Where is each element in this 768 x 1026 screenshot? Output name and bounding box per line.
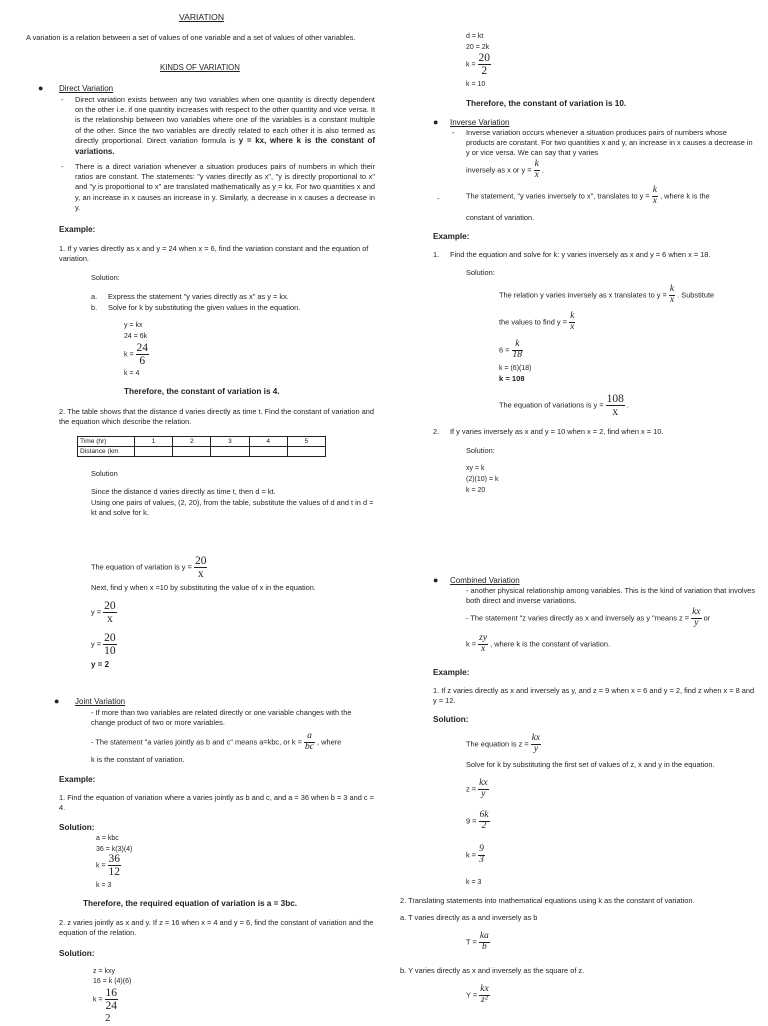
bullet-icon: ● [433, 117, 439, 127]
denominator: x [570, 321, 575, 332]
conclusion-text: Therefore, the required equation of variation is a = 3bc. [83, 899, 298, 908]
eq-prefix: k = [466, 61, 476, 69]
eq-suffix: , where k is the [660, 191, 710, 201]
denominator: bc [304, 741, 314, 752]
denominator: y [481, 788, 486, 799]
work-line: k = 3 [96, 882, 112, 889]
eq-prefix: The equation is z = [466, 739, 529, 749]
fraction-equation [466, 932, 490, 953]
direct-paragraph-2: There is a direct variation whenever a situation produces pairs of numbers in which their ratios are constant. The statements: "y varies directly as x", "y is directly proportional to x" and "y is proportional to x" are translated mathematically as y = kx. For two quantities x and y, an increase in x causes an increase in y. Similarly, a decrease in x causes a decrease in y. [75, 162, 375, 212]
eq-prefix: 6 = [499, 345, 510, 355]
direct-example-1: 1. If y varies directly as x and y = 24 when x = 6, find the variation constant and the equation of variation. [59, 244, 369, 264]
fraction-equation [466, 160, 544, 181]
denominator: 2 [481, 65, 488, 78]
combined-example-1: 1. If z varies directly as x and inversely as y, and z = 9 when x = 6 and y = 2, find z when x = 8 and y = 12. [433, 686, 755, 706]
table-header-cell: Distance (km [78, 447, 135, 457]
fraction-equation [91, 555, 207, 580]
solution-text: Since the distance d varies directly as time t, then d = kt. [91, 487, 276, 496]
joint-paragraph-1: - If more than two variables are related directly or one variable changes with the change product of two or more variables. [91, 708, 352, 728]
numerator: a [304, 732, 315, 743]
numerator: k [512, 340, 524, 351]
example-label: Example: [433, 668, 470, 677]
eq-prefix: - The statement "z varies directly as x and inversely as y "means z = [466, 613, 690, 623]
dash-marker: - [61, 95, 64, 104]
combined-paragraph-3 [466, 634, 610, 655]
eq-prefix: y = [91, 639, 102, 649]
bullet-icon: ● [38, 83, 44, 93]
step-a-marker: a. [91, 292, 98, 301]
eq-prefix: 9 = [466, 816, 477, 826]
numerator: 9 [479, 844, 484, 854]
work-line: k = 20 [466, 487, 486, 494]
eq-suffix: , where [317, 737, 342, 747]
page-title: VARIATION [179, 12, 225, 22]
table-cell [211, 447, 249, 457]
table-row [78, 437, 326, 447]
work-line: k = 10 [466, 81, 486, 88]
numerator: 6k [479, 810, 489, 820]
solution-label: Solution: [59, 949, 95, 958]
fraction-equation [499, 393, 629, 418]
table-header-cell: Time (hr) [78, 437, 135, 447]
translation-item-a: a. T varies directly as a and inversely as b [400, 913, 538, 922]
solution-label: Solution: [433, 715, 469, 724]
table-cell: 2 [173, 437, 211, 447]
denominator: x [197, 568, 204, 581]
dash-marker: - [437, 194, 440, 203]
eq-suffix: . Substitute [677, 290, 715, 300]
work-line: d = kt [466, 33, 484, 40]
denominator: z² [481, 994, 488, 1005]
denominator: x [652, 195, 658, 206]
joint-paragraph-3: k is the constant of variation. [91, 755, 185, 764]
direct-definition-text: Direct variation exists between any two variables when one quantity is directly dependent on the other i.e. if one quantity increases with respect to the other quantity and vice versa. It is the relationship between two variables where one of the variables is a constant multiple of the other. Since the two variables are directly related to each other it is also termed as directly proportional. Direct variation formula is [75, 95, 375, 145]
joint-variation-heading: Joint Variation [75, 697, 126, 706]
eq-prefix: k = [93, 996, 103, 1004]
fraction-equation [499, 285, 714, 306]
joint-paragraph-2 [91, 732, 341, 753]
inverse-paragraph-1: Inverse variation occurs whenever a situation produces pairs of numbers whose products are constant. For two quantities x and y, an increase in x causes a decrease in y or vice versa. We can say that y varies [466, 128, 753, 158]
combined-paragraph-1: - another physical relationship among variables. This is the kind of variation that involves both direct and inverse variations. [466, 586, 756, 606]
example-label: Example: [59, 225, 96, 234]
step-a-text: Express the statement "y varies directly as x" as y = kx. [108, 292, 289, 301]
solution-label: Solution: [466, 446, 495, 455]
numerator: 24 [136, 342, 148, 354]
eq-prefix: Y = [466, 990, 478, 1000]
example-label: Example: [59, 775, 96, 784]
eq-prefix: k = [96, 862, 106, 870]
denominator: x [480, 643, 486, 654]
fraction-equation [466, 734, 541, 755]
conclusion-text: Therefore, the constant of variation is 10. [466, 99, 627, 108]
eq-prefix: k = [466, 639, 477, 649]
table-cell [135, 447, 173, 457]
numerator: 108 [606, 393, 624, 405]
translating-heading: 2. Translating statements into mathematical equations using k as the constant of variation. [400, 896, 695, 905]
fraction-equation [466, 779, 489, 800]
inverse-variation-heading: Inverse Variation [450, 118, 510, 127]
bullet-icon: ● [433, 575, 439, 585]
fraction-equation [96, 853, 121, 878]
eq-prefix: k = [124, 351, 134, 359]
eq-prefix: the values to find y = [499, 317, 567, 327]
inverse-example-1: Find the equation and solve for k: y varies inversely as x and y = 6 when x = 18. [450, 250, 711, 259]
eq-prefix: z = [466, 784, 477, 794]
direct-formula-text: y = kx, where k is the constant of variations. [75, 135, 375, 156]
dash-marker: - [61, 162, 64, 171]
eq-prefix: The equation of variations is y = [499, 400, 604, 410]
fraction-equation [466, 52, 491, 77]
example-marker: 2. [433, 427, 440, 436]
numerator: 20 [104, 632, 116, 644]
numerator: k [534, 159, 539, 169]
numerator: zy [479, 633, 488, 643]
numerator: k [669, 284, 675, 294]
combined-paragraph-2 [466, 608, 710, 629]
table-cell: 4 [249, 437, 287, 447]
work-line: z = kxy [93, 968, 115, 975]
step-b-marker: b. [91, 303, 98, 312]
eq-prefix: The equation of variation is y = [91, 562, 192, 572]
step-b-text: Solve for k by substituting the given values in the equation. [108, 303, 301, 312]
denominator: 12 [108, 866, 120, 879]
numerator: 20 [194, 555, 207, 567]
eq-prefix: k = [466, 850, 477, 860]
table-cell: 1 [135, 437, 173, 447]
table-row [78, 447, 326, 457]
fraction-equation [466, 811, 490, 832]
numerator: 16 [105, 987, 117, 999]
dash-marker: - [452, 128, 455, 137]
solution-label: Solution: [59, 823, 95, 832]
instruction-text: Solve for k by substituting the first set of values of z, x and y in the equation. [466, 760, 715, 769]
work-line: 24 = 6k [124, 333, 148, 340]
denominator: 24 [105, 1000, 117, 1013]
work-line: (2)(10) = k [466, 476, 499, 483]
work-line: 16 = k (4)(6) [93, 978, 132, 985]
denominator: x [612, 406, 619, 419]
numerator: 20 [478, 52, 490, 64]
denominator: 10 [104, 645, 116, 658]
eq-prefix: - The statement "a varies jointly as b and c" means a=kbc, or k = [91, 737, 302, 747]
translation-item-b: b. Y varies directly as x and inversely as the square of z. [400, 966, 585, 975]
table-cell: 3 [211, 437, 249, 447]
work-line: y = kx [124, 322, 143, 329]
time-distance-table [77, 436, 326, 457]
denominator: 6 [139, 355, 146, 368]
bullet-icon: ● [54, 696, 60, 706]
eq-prefix: The relation y varies inversely as x translates to y = [499, 290, 667, 300]
eq-suffix: , where k is the constant of variation. [490, 639, 611, 649]
example-marker: 1. [433, 250, 440, 259]
inverse-example-2: If y varies inversely as x and y = 10 when x = 2, find when x = 10. [450, 427, 664, 436]
denominator: 2 [481, 820, 487, 831]
conclusion-text: Therefore, the constant of variation is 4. [124, 387, 280, 396]
inverse-paragraph-2: constant of variation. [466, 213, 535, 222]
eq-suffix: . [541, 165, 544, 175]
eq-prefix: inversely as x or y = [466, 165, 532, 175]
instruction-text: Next, find y when x =10 by substituting the value of x in the equation. [91, 583, 316, 592]
result-text: y = 2 [91, 660, 110, 669]
numerator: 20 [104, 600, 116, 612]
solution-label: Solution [91, 469, 118, 478]
numerator: kx [692, 607, 701, 617]
solution-label: Solution: [91, 273, 120, 282]
denominator: x [669, 294, 675, 305]
kinds-heading: KINDS OF VARIATION [160, 63, 240, 72]
direct-paragraph-1 [75, 95, 375, 158]
direct-example-2: 2. The table shows that the distance d varies directly as time t. Find the constant of variation and the equation which describe the relation. [59, 407, 374, 427]
eq-prefix: T = [466, 937, 477, 947]
table-cell [249, 447, 287, 457]
numerator: 36 [108, 853, 120, 865]
denominator: b [481, 941, 487, 952]
work-line: k = (6)(18) [499, 365, 532, 372]
eq-suffix: or [703, 613, 711, 623]
fraction-equation [91, 632, 117, 657]
solution-label: Solution: [466, 268, 495, 277]
fraction-equation [91, 600, 117, 625]
denominator: 3 [479, 854, 484, 865]
numerator: k [570, 311, 575, 321]
numerator: kx [480, 984, 489, 994]
joint-example-2: 2. z varies jointly as x and y. If z = 16 when x = 4 and y = 6, find the constant of variation and the equation of the relation. [59, 918, 374, 938]
joint-example-1: 1. Find the equation of variation where a varies jointly as b and c, and a = 36 when b = 3 and c = 4. [59, 793, 374, 813]
work-line: k = 108 [499, 374, 525, 383]
work-line: k = 4 [124, 370, 140, 377]
denominator: y [694, 617, 699, 628]
work-line: 20 = 2k [466, 44, 490, 51]
numerator: kx [479, 778, 488, 788]
denominator: x [534, 169, 539, 180]
intro-paragraph: A variation is a relation between a set of values of one variable and a set of values of other variables. [26, 33, 356, 42]
solution-text: Using one pairs of values, (2, 20), from the table, substitute the values of d and t in d = kt and solve for k. [91, 498, 374, 518]
denominator: y [533, 743, 539, 754]
table-cell [287, 447, 325, 457]
fraction-equation [499, 312, 575, 333]
eq-prefix: y = [91, 607, 102, 617]
numerator: k [652, 185, 658, 195]
numerator: kx [531, 733, 541, 743]
direct-variation-heading: Direct Variation [59, 84, 114, 93]
example-label: Example: [433, 232, 470, 241]
combined-variation-heading: Combined Variation [450, 576, 520, 585]
denominator: x [107, 613, 113, 626]
work-line: 2 [105, 1012, 111, 1024]
work-line: 36 = k(3)(4) [96, 846, 133, 853]
denominator: 18 [512, 349, 523, 360]
eq-prefix: The statement, "y varies inversely to x", translates to y = [466, 191, 650, 201]
fraction-equation [466, 985, 490, 1006]
numerator: ka [479, 931, 489, 941]
work-line: k = 3 [466, 879, 482, 886]
work-line: xy = k [466, 465, 485, 472]
fraction-equation [499, 340, 523, 361]
table-cell: 5 [287, 437, 325, 447]
fraction-equation [466, 845, 485, 866]
table-cell [173, 447, 211, 457]
fraction-equation [466, 186, 710, 207]
work-line: a = kbc [96, 835, 119, 842]
fraction-equation [124, 342, 149, 367]
eq-suffix: . [626, 400, 629, 410]
fraction-equation [93, 987, 118, 1012]
